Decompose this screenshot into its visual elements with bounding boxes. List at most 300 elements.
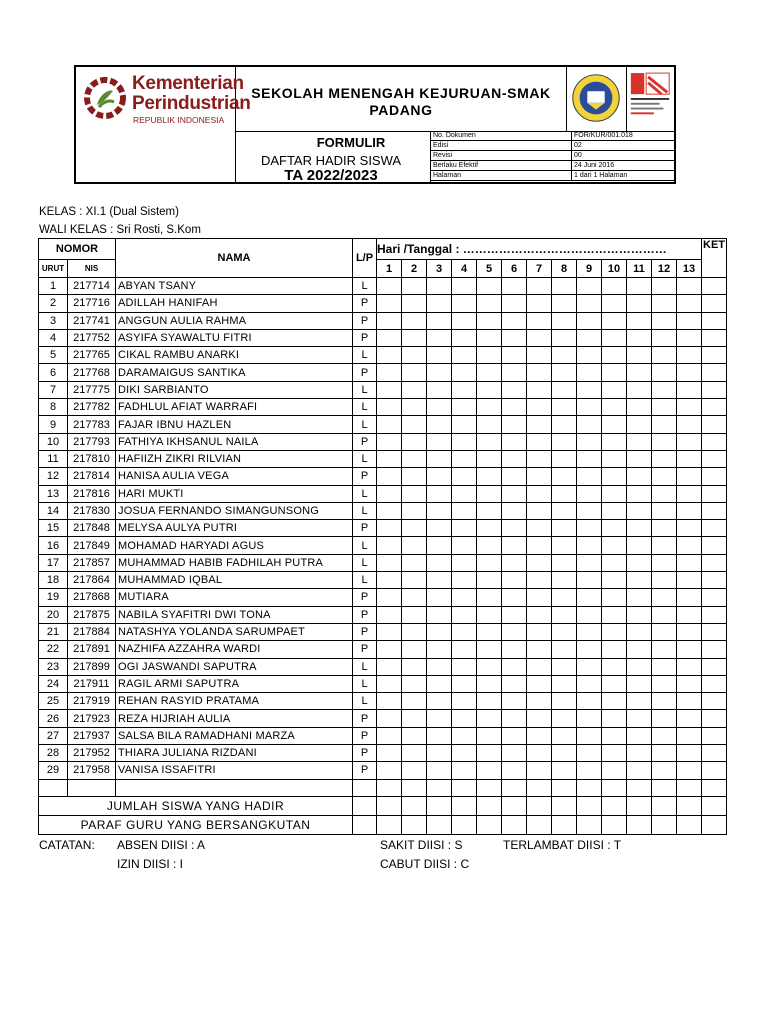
jumlah-day-cell[interactable] bbox=[652, 796, 677, 815]
attendance-cell[interactable] bbox=[627, 312, 652, 329]
attendance-cell[interactable] bbox=[652, 468, 677, 485]
attendance-cell[interactable] bbox=[677, 693, 702, 710]
attendance-cell[interactable] bbox=[527, 727, 552, 744]
attendance-cell[interactable] bbox=[527, 589, 552, 606]
attendance-cell[interactable] bbox=[652, 520, 677, 537]
attendance-cell[interactable] bbox=[377, 520, 402, 537]
attendance-cell[interactable] bbox=[477, 554, 502, 571]
attendance-cell[interactable] bbox=[427, 693, 452, 710]
ket-cell[interactable] bbox=[702, 278, 727, 295]
attendance-cell[interactable] bbox=[427, 329, 452, 346]
attendance-cell[interactable] bbox=[502, 606, 527, 623]
ket-cell[interactable] bbox=[702, 606, 727, 623]
attendance-cell[interactable] bbox=[602, 381, 627, 398]
attendance-cell[interactable] bbox=[377, 295, 402, 312]
jumlah-day-cell[interactable] bbox=[377, 796, 402, 815]
attendance-cell[interactable] bbox=[577, 450, 602, 467]
attendance-cell[interactable] bbox=[527, 554, 552, 571]
ket-cell[interactable] bbox=[702, 399, 727, 416]
attendance-cell[interactable] bbox=[527, 295, 552, 312]
attendance-cell[interactable] bbox=[652, 416, 677, 433]
attendance-cell[interactable] bbox=[402, 399, 427, 416]
attendance-cell[interactable] bbox=[477, 745, 502, 762]
attendance-cell[interactable] bbox=[452, 727, 477, 744]
attendance-cell[interactable] bbox=[552, 450, 577, 467]
attendance-cell[interactable] bbox=[627, 468, 652, 485]
attendance-cell[interactable] bbox=[652, 278, 677, 295]
attendance-cell[interactable] bbox=[427, 641, 452, 658]
attendance-cell[interactable] bbox=[477, 710, 502, 727]
attendance-cell[interactable] bbox=[452, 762, 477, 779]
attendance-cell[interactable] bbox=[677, 727, 702, 744]
attendance-cell[interactable] bbox=[677, 502, 702, 519]
blank-cell[interactable] bbox=[677, 779, 702, 796]
attendance-cell[interactable] bbox=[527, 520, 552, 537]
attendance-cell[interactable] bbox=[502, 347, 527, 364]
attendance-cell[interactable] bbox=[677, 485, 702, 502]
attendance-cell[interactable] bbox=[577, 658, 602, 675]
blank-cell[interactable] bbox=[577, 779, 602, 796]
blank-cell[interactable] bbox=[353, 779, 377, 796]
attendance-cell[interactable] bbox=[602, 433, 627, 450]
attendance-cell[interactable] bbox=[627, 347, 652, 364]
attendance-cell[interactable] bbox=[427, 381, 452, 398]
attendance-cell[interactable] bbox=[402, 312, 427, 329]
attendance-cell[interactable] bbox=[552, 641, 577, 658]
attendance-cell[interactable] bbox=[627, 520, 652, 537]
attendance-cell[interactable] bbox=[552, 485, 577, 502]
attendance-cell[interactable] bbox=[677, 623, 702, 640]
ket-cell[interactable] bbox=[702, 641, 727, 658]
attendance-cell[interactable] bbox=[552, 623, 577, 640]
attendance-cell[interactable] bbox=[652, 312, 677, 329]
attendance-cell[interactable] bbox=[577, 312, 602, 329]
blank-cell[interactable] bbox=[377, 779, 402, 796]
attendance-cell[interactable] bbox=[402, 364, 427, 381]
attendance-cell[interactable] bbox=[552, 295, 577, 312]
attendance-cell[interactable] bbox=[452, 606, 477, 623]
attendance-cell[interactable] bbox=[677, 416, 702, 433]
attendance-cell[interactable] bbox=[477, 537, 502, 554]
attendance-cell[interactable] bbox=[502, 433, 527, 450]
attendance-cell[interactable] bbox=[552, 606, 577, 623]
attendance-cell[interactable] bbox=[552, 745, 577, 762]
attendance-cell[interactable] bbox=[402, 502, 427, 519]
attendance-cell[interactable] bbox=[477, 727, 502, 744]
attendance-cell[interactable] bbox=[377, 329, 402, 346]
attendance-cell[interactable] bbox=[527, 745, 552, 762]
attendance-cell[interactable] bbox=[452, 745, 477, 762]
attendance-cell[interactable] bbox=[502, 450, 527, 467]
attendance-cell[interactable] bbox=[677, 675, 702, 692]
attendance-cell[interactable] bbox=[377, 606, 402, 623]
attendance-cell[interactable] bbox=[502, 693, 527, 710]
attendance-cell[interactable] bbox=[627, 433, 652, 450]
attendance-cell[interactable] bbox=[677, 295, 702, 312]
attendance-cell[interactable] bbox=[627, 675, 652, 692]
attendance-cell[interactable] bbox=[627, 416, 652, 433]
attendance-cell[interactable] bbox=[652, 606, 677, 623]
attendance-cell[interactable] bbox=[527, 675, 552, 692]
attendance-cell[interactable] bbox=[552, 468, 577, 485]
attendance-cell[interactable] bbox=[452, 347, 477, 364]
attendance-cell[interactable] bbox=[427, 399, 452, 416]
attendance-cell[interactable] bbox=[552, 762, 577, 779]
attendance-cell[interactable] bbox=[377, 468, 402, 485]
attendance-cell[interactable] bbox=[577, 485, 602, 502]
attendance-cell[interactable] bbox=[677, 658, 702, 675]
attendance-cell[interactable] bbox=[502, 502, 527, 519]
jumlah-day-cell[interactable] bbox=[527, 796, 552, 815]
attendance-cell[interactable] bbox=[402, 329, 427, 346]
attendance-cell[interactable] bbox=[452, 399, 477, 416]
attendance-cell[interactable] bbox=[452, 278, 477, 295]
ket-cell[interactable] bbox=[702, 623, 727, 640]
attendance-cell[interactable] bbox=[677, 468, 702, 485]
attendance-cell[interactable] bbox=[602, 450, 627, 467]
attendance-cell[interactable] bbox=[527, 312, 552, 329]
attendance-cell[interactable] bbox=[377, 675, 402, 692]
attendance-cell[interactable] bbox=[377, 399, 402, 416]
attendance-cell[interactable] bbox=[652, 572, 677, 589]
attendance-cell[interactable] bbox=[502, 416, 527, 433]
attendance-cell[interactable] bbox=[477, 450, 502, 467]
attendance-cell[interactable] bbox=[452, 450, 477, 467]
paraf-day-cell[interactable] bbox=[602, 815, 627, 834]
attendance-cell[interactable] bbox=[627, 537, 652, 554]
attendance-cell[interactable] bbox=[577, 554, 602, 571]
attendance-cell[interactable] bbox=[427, 364, 452, 381]
attendance-cell[interactable] bbox=[427, 433, 452, 450]
attendance-cell[interactable] bbox=[502, 485, 527, 502]
attendance-cell[interactable] bbox=[627, 381, 652, 398]
attendance-cell[interactable] bbox=[552, 537, 577, 554]
attendance-cell[interactable] bbox=[602, 554, 627, 571]
attendance-cell[interactable] bbox=[552, 693, 577, 710]
attendance-cell[interactable] bbox=[577, 433, 602, 450]
attendance-cell[interactable] bbox=[602, 693, 627, 710]
attendance-cell[interactable] bbox=[527, 329, 552, 346]
attendance-cell[interactable] bbox=[377, 502, 402, 519]
attendance-cell[interactable] bbox=[627, 727, 652, 744]
attendance-cell[interactable] bbox=[427, 295, 452, 312]
attendance-cell[interactable] bbox=[477, 364, 502, 381]
attendance-cell[interactable] bbox=[427, 675, 452, 692]
attendance-cell[interactable] bbox=[377, 589, 402, 606]
attendance-cell[interactable] bbox=[402, 658, 427, 675]
attendance-cell[interactable] bbox=[627, 554, 652, 571]
attendance-cell[interactable] bbox=[652, 554, 677, 571]
attendance-cell[interactable] bbox=[552, 520, 577, 537]
blank-cell[interactable] bbox=[402, 779, 427, 796]
blank-cell[interactable] bbox=[427, 779, 452, 796]
attendance-cell[interactable] bbox=[577, 762, 602, 779]
attendance-cell[interactable] bbox=[402, 572, 427, 589]
attendance-cell[interactable] bbox=[577, 641, 602, 658]
jumlah-day-cell[interactable] bbox=[552, 796, 577, 815]
attendance-cell[interactable] bbox=[527, 502, 552, 519]
attendance-cell[interactable] bbox=[527, 710, 552, 727]
attendance-cell[interactable] bbox=[527, 381, 552, 398]
ket-cell[interactable] bbox=[702, 693, 727, 710]
attendance-cell[interactable] bbox=[652, 675, 677, 692]
attendance-cell[interactable] bbox=[502, 745, 527, 762]
attendance-cell[interactable] bbox=[402, 623, 427, 640]
jumlah-day-cell[interactable] bbox=[677, 796, 702, 815]
attendance-cell[interactable] bbox=[477, 502, 502, 519]
attendance-cell[interactable] bbox=[377, 416, 402, 433]
attendance-cell[interactable] bbox=[527, 485, 552, 502]
attendance-cell[interactable] bbox=[427, 727, 452, 744]
attendance-cell[interactable] bbox=[502, 278, 527, 295]
attendance-cell[interactable] bbox=[527, 433, 552, 450]
attendance-cell[interactable] bbox=[502, 710, 527, 727]
attendance-cell[interactable] bbox=[427, 572, 452, 589]
attendance-cell[interactable] bbox=[402, 589, 427, 606]
attendance-cell[interactable] bbox=[652, 762, 677, 779]
attendance-cell[interactable] bbox=[452, 537, 477, 554]
attendance-cell[interactable] bbox=[502, 658, 527, 675]
attendance-cell[interactable] bbox=[377, 762, 402, 779]
jumlah-lp-cell[interactable] bbox=[353, 796, 377, 815]
attendance-cell[interactable] bbox=[602, 641, 627, 658]
attendance-cell[interactable] bbox=[677, 554, 702, 571]
attendance-cell[interactable] bbox=[552, 502, 577, 519]
attendance-cell[interactable] bbox=[477, 329, 502, 346]
attendance-cell[interactable] bbox=[627, 364, 652, 381]
attendance-cell[interactable] bbox=[652, 450, 677, 467]
attendance-cell[interactable] bbox=[477, 399, 502, 416]
attendance-cell[interactable] bbox=[602, 727, 627, 744]
attendance-cell[interactable] bbox=[452, 710, 477, 727]
attendance-cell[interactable] bbox=[577, 537, 602, 554]
jumlah-day-cell[interactable] bbox=[602, 796, 627, 815]
attendance-cell[interactable] bbox=[677, 278, 702, 295]
attendance-cell[interactable] bbox=[477, 381, 502, 398]
attendance-cell[interactable] bbox=[502, 329, 527, 346]
attendance-cell[interactable] bbox=[602, 589, 627, 606]
paraf-day-cell[interactable] bbox=[627, 815, 652, 834]
attendance-cell[interactable] bbox=[627, 329, 652, 346]
attendance-cell[interactable] bbox=[627, 606, 652, 623]
attendance-cell[interactable] bbox=[402, 537, 427, 554]
attendance-cell[interactable] bbox=[552, 278, 577, 295]
attendance-cell[interactable] bbox=[452, 554, 477, 571]
attendance-cell[interactable] bbox=[477, 468, 502, 485]
attendance-cell[interactable] bbox=[652, 693, 677, 710]
attendance-cell[interactable] bbox=[527, 658, 552, 675]
attendance-cell[interactable] bbox=[477, 606, 502, 623]
paraf-day-cell[interactable] bbox=[452, 815, 477, 834]
attendance-cell[interactable] bbox=[577, 520, 602, 537]
attendance-cell[interactable] bbox=[627, 693, 652, 710]
attendance-cell[interactable] bbox=[577, 572, 602, 589]
attendance-cell[interactable] bbox=[652, 329, 677, 346]
attendance-cell[interactable] bbox=[427, 537, 452, 554]
attendance-cell[interactable] bbox=[377, 381, 402, 398]
attendance-cell[interactable] bbox=[552, 347, 577, 364]
attendance-cell[interactable] bbox=[377, 554, 402, 571]
attendance-cell[interactable] bbox=[402, 416, 427, 433]
attendance-cell[interactable] bbox=[552, 399, 577, 416]
attendance-cell[interactable] bbox=[652, 537, 677, 554]
attendance-cell[interactable] bbox=[577, 364, 602, 381]
attendance-cell[interactable] bbox=[377, 623, 402, 640]
attendance-cell[interactable] bbox=[602, 502, 627, 519]
jumlah-day-cell[interactable] bbox=[477, 796, 502, 815]
attendance-cell[interactable] bbox=[427, 745, 452, 762]
attendance-cell[interactable] bbox=[677, 381, 702, 398]
attendance-cell[interactable] bbox=[602, 295, 627, 312]
attendance-cell[interactable] bbox=[427, 485, 452, 502]
ket-cell[interactable] bbox=[702, 520, 727, 537]
ket-cell[interactable] bbox=[702, 658, 727, 675]
attendance-cell[interactable] bbox=[402, 693, 427, 710]
paraf-day-cell[interactable] bbox=[577, 815, 602, 834]
attendance-cell[interactable] bbox=[377, 537, 402, 554]
attendance-cell[interactable] bbox=[427, 623, 452, 640]
attendance-cell[interactable] bbox=[377, 572, 402, 589]
attendance-cell[interactable] bbox=[477, 641, 502, 658]
attendance-cell[interactable] bbox=[502, 554, 527, 571]
paraf-day-cell[interactable] bbox=[377, 815, 402, 834]
attendance-cell[interactable] bbox=[427, 554, 452, 571]
attendance-cell[interactable] bbox=[502, 295, 527, 312]
attendance-cell[interactable] bbox=[552, 416, 577, 433]
attendance-cell[interactable] bbox=[602, 485, 627, 502]
attendance-cell[interactable] bbox=[627, 589, 652, 606]
ket-cell[interactable] bbox=[702, 450, 727, 467]
attendance-cell[interactable] bbox=[577, 710, 602, 727]
attendance-cell[interactable] bbox=[602, 762, 627, 779]
attendance-cell[interactable] bbox=[627, 450, 652, 467]
attendance-cell[interactable] bbox=[477, 278, 502, 295]
ket-cell[interactable] bbox=[702, 468, 727, 485]
attendance-cell[interactable] bbox=[377, 727, 402, 744]
attendance-cell[interactable] bbox=[677, 606, 702, 623]
attendance-cell[interactable] bbox=[552, 710, 577, 727]
attendance-cell[interactable] bbox=[527, 347, 552, 364]
attendance-cell[interactable] bbox=[602, 710, 627, 727]
attendance-cell[interactable] bbox=[602, 745, 627, 762]
attendance-cell[interactable] bbox=[527, 450, 552, 467]
attendance-cell[interactable] bbox=[477, 520, 502, 537]
jumlah-day-cell[interactable] bbox=[577, 796, 602, 815]
ket-cell[interactable] bbox=[702, 572, 727, 589]
blank-cell[interactable] bbox=[39, 779, 68, 796]
attendance-cell[interactable] bbox=[427, 589, 452, 606]
blank-cell[interactable] bbox=[552, 779, 577, 796]
attendance-cell[interactable] bbox=[527, 468, 552, 485]
attendance-cell[interactable] bbox=[627, 399, 652, 416]
attendance-cell[interactable] bbox=[677, 589, 702, 606]
ket-cell[interactable] bbox=[702, 762, 727, 779]
attendance-cell[interactable] bbox=[427, 762, 452, 779]
attendance-cell[interactable] bbox=[552, 312, 577, 329]
attendance-cell[interactable] bbox=[377, 710, 402, 727]
attendance-cell[interactable] bbox=[502, 572, 527, 589]
attendance-cell[interactable] bbox=[427, 312, 452, 329]
attendance-cell[interactable] bbox=[552, 658, 577, 675]
ket-cell[interactable] bbox=[702, 295, 727, 312]
attendance-cell[interactable] bbox=[627, 745, 652, 762]
attendance-cell[interactable] bbox=[677, 537, 702, 554]
attendance-cell[interactable] bbox=[677, 710, 702, 727]
attendance-cell[interactable] bbox=[477, 572, 502, 589]
attendance-cell[interactable] bbox=[577, 745, 602, 762]
attendance-cell[interactable] bbox=[627, 710, 652, 727]
attendance-cell[interactable] bbox=[452, 675, 477, 692]
jumlah-day-cell[interactable] bbox=[402, 796, 427, 815]
paraf-day-cell[interactable] bbox=[477, 815, 502, 834]
attendance-cell[interactable] bbox=[452, 364, 477, 381]
attendance-cell[interactable] bbox=[477, 623, 502, 640]
attendance-cell[interactable] bbox=[452, 520, 477, 537]
attendance-cell[interactable] bbox=[452, 693, 477, 710]
attendance-cell[interactable] bbox=[477, 433, 502, 450]
attendance-cell[interactable] bbox=[452, 295, 477, 312]
attendance-cell[interactable] bbox=[652, 502, 677, 519]
attendance-cell[interactable] bbox=[527, 693, 552, 710]
attendance-cell[interactable] bbox=[602, 520, 627, 537]
paraf-day-cell[interactable] bbox=[677, 815, 702, 834]
attendance-cell[interactable] bbox=[577, 468, 602, 485]
paraf-lp-cell[interactable] bbox=[353, 815, 377, 834]
ket-cell[interactable] bbox=[702, 502, 727, 519]
attendance-cell[interactable] bbox=[652, 295, 677, 312]
attendance-cell[interactable] bbox=[402, 554, 427, 571]
paraf-day-cell[interactable] bbox=[552, 815, 577, 834]
attendance-cell[interactable] bbox=[427, 606, 452, 623]
attendance-cell[interactable] bbox=[502, 623, 527, 640]
attendance-cell[interactable] bbox=[377, 347, 402, 364]
blank-cell[interactable] bbox=[627, 779, 652, 796]
attendance-cell[interactable] bbox=[677, 745, 702, 762]
blank-cell[interactable] bbox=[116, 779, 353, 796]
attendance-cell[interactable] bbox=[627, 502, 652, 519]
attendance-cell[interactable] bbox=[527, 399, 552, 416]
attendance-cell[interactable] bbox=[677, 312, 702, 329]
ket-cell[interactable] bbox=[702, 312, 727, 329]
attendance-cell[interactable] bbox=[677, 399, 702, 416]
attendance-cell[interactable] bbox=[452, 433, 477, 450]
attendance-cell[interactable] bbox=[627, 658, 652, 675]
attendance-cell[interactable] bbox=[477, 416, 502, 433]
attendance-cell[interactable] bbox=[502, 641, 527, 658]
attendance-cell[interactable] bbox=[452, 329, 477, 346]
attendance-cell[interactable] bbox=[452, 468, 477, 485]
attendance-cell[interactable] bbox=[502, 537, 527, 554]
ket-cell[interactable] bbox=[702, 589, 727, 606]
attendance-cell[interactable] bbox=[402, 745, 427, 762]
attendance-cell[interactable] bbox=[652, 745, 677, 762]
attendance-cell[interactable] bbox=[427, 278, 452, 295]
attendance-cell[interactable] bbox=[677, 572, 702, 589]
attendance-cell[interactable] bbox=[577, 502, 602, 519]
attendance-cell[interactable] bbox=[627, 572, 652, 589]
attendance-cell[interactable] bbox=[527, 762, 552, 779]
attendance-cell[interactable] bbox=[402, 675, 427, 692]
blank-cell[interactable] bbox=[527, 779, 552, 796]
ket-cell[interactable] bbox=[702, 485, 727, 502]
attendance-cell[interactable] bbox=[427, 658, 452, 675]
blank-cell[interactable] bbox=[68, 779, 116, 796]
attendance-cell[interactable] bbox=[577, 399, 602, 416]
attendance-cell[interactable] bbox=[677, 347, 702, 364]
attendance-cell[interactable] bbox=[402, 381, 427, 398]
attendance-cell[interactable] bbox=[602, 623, 627, 640]
attendance-cell[interactable] bbox=[602, 572, 627, 589]
